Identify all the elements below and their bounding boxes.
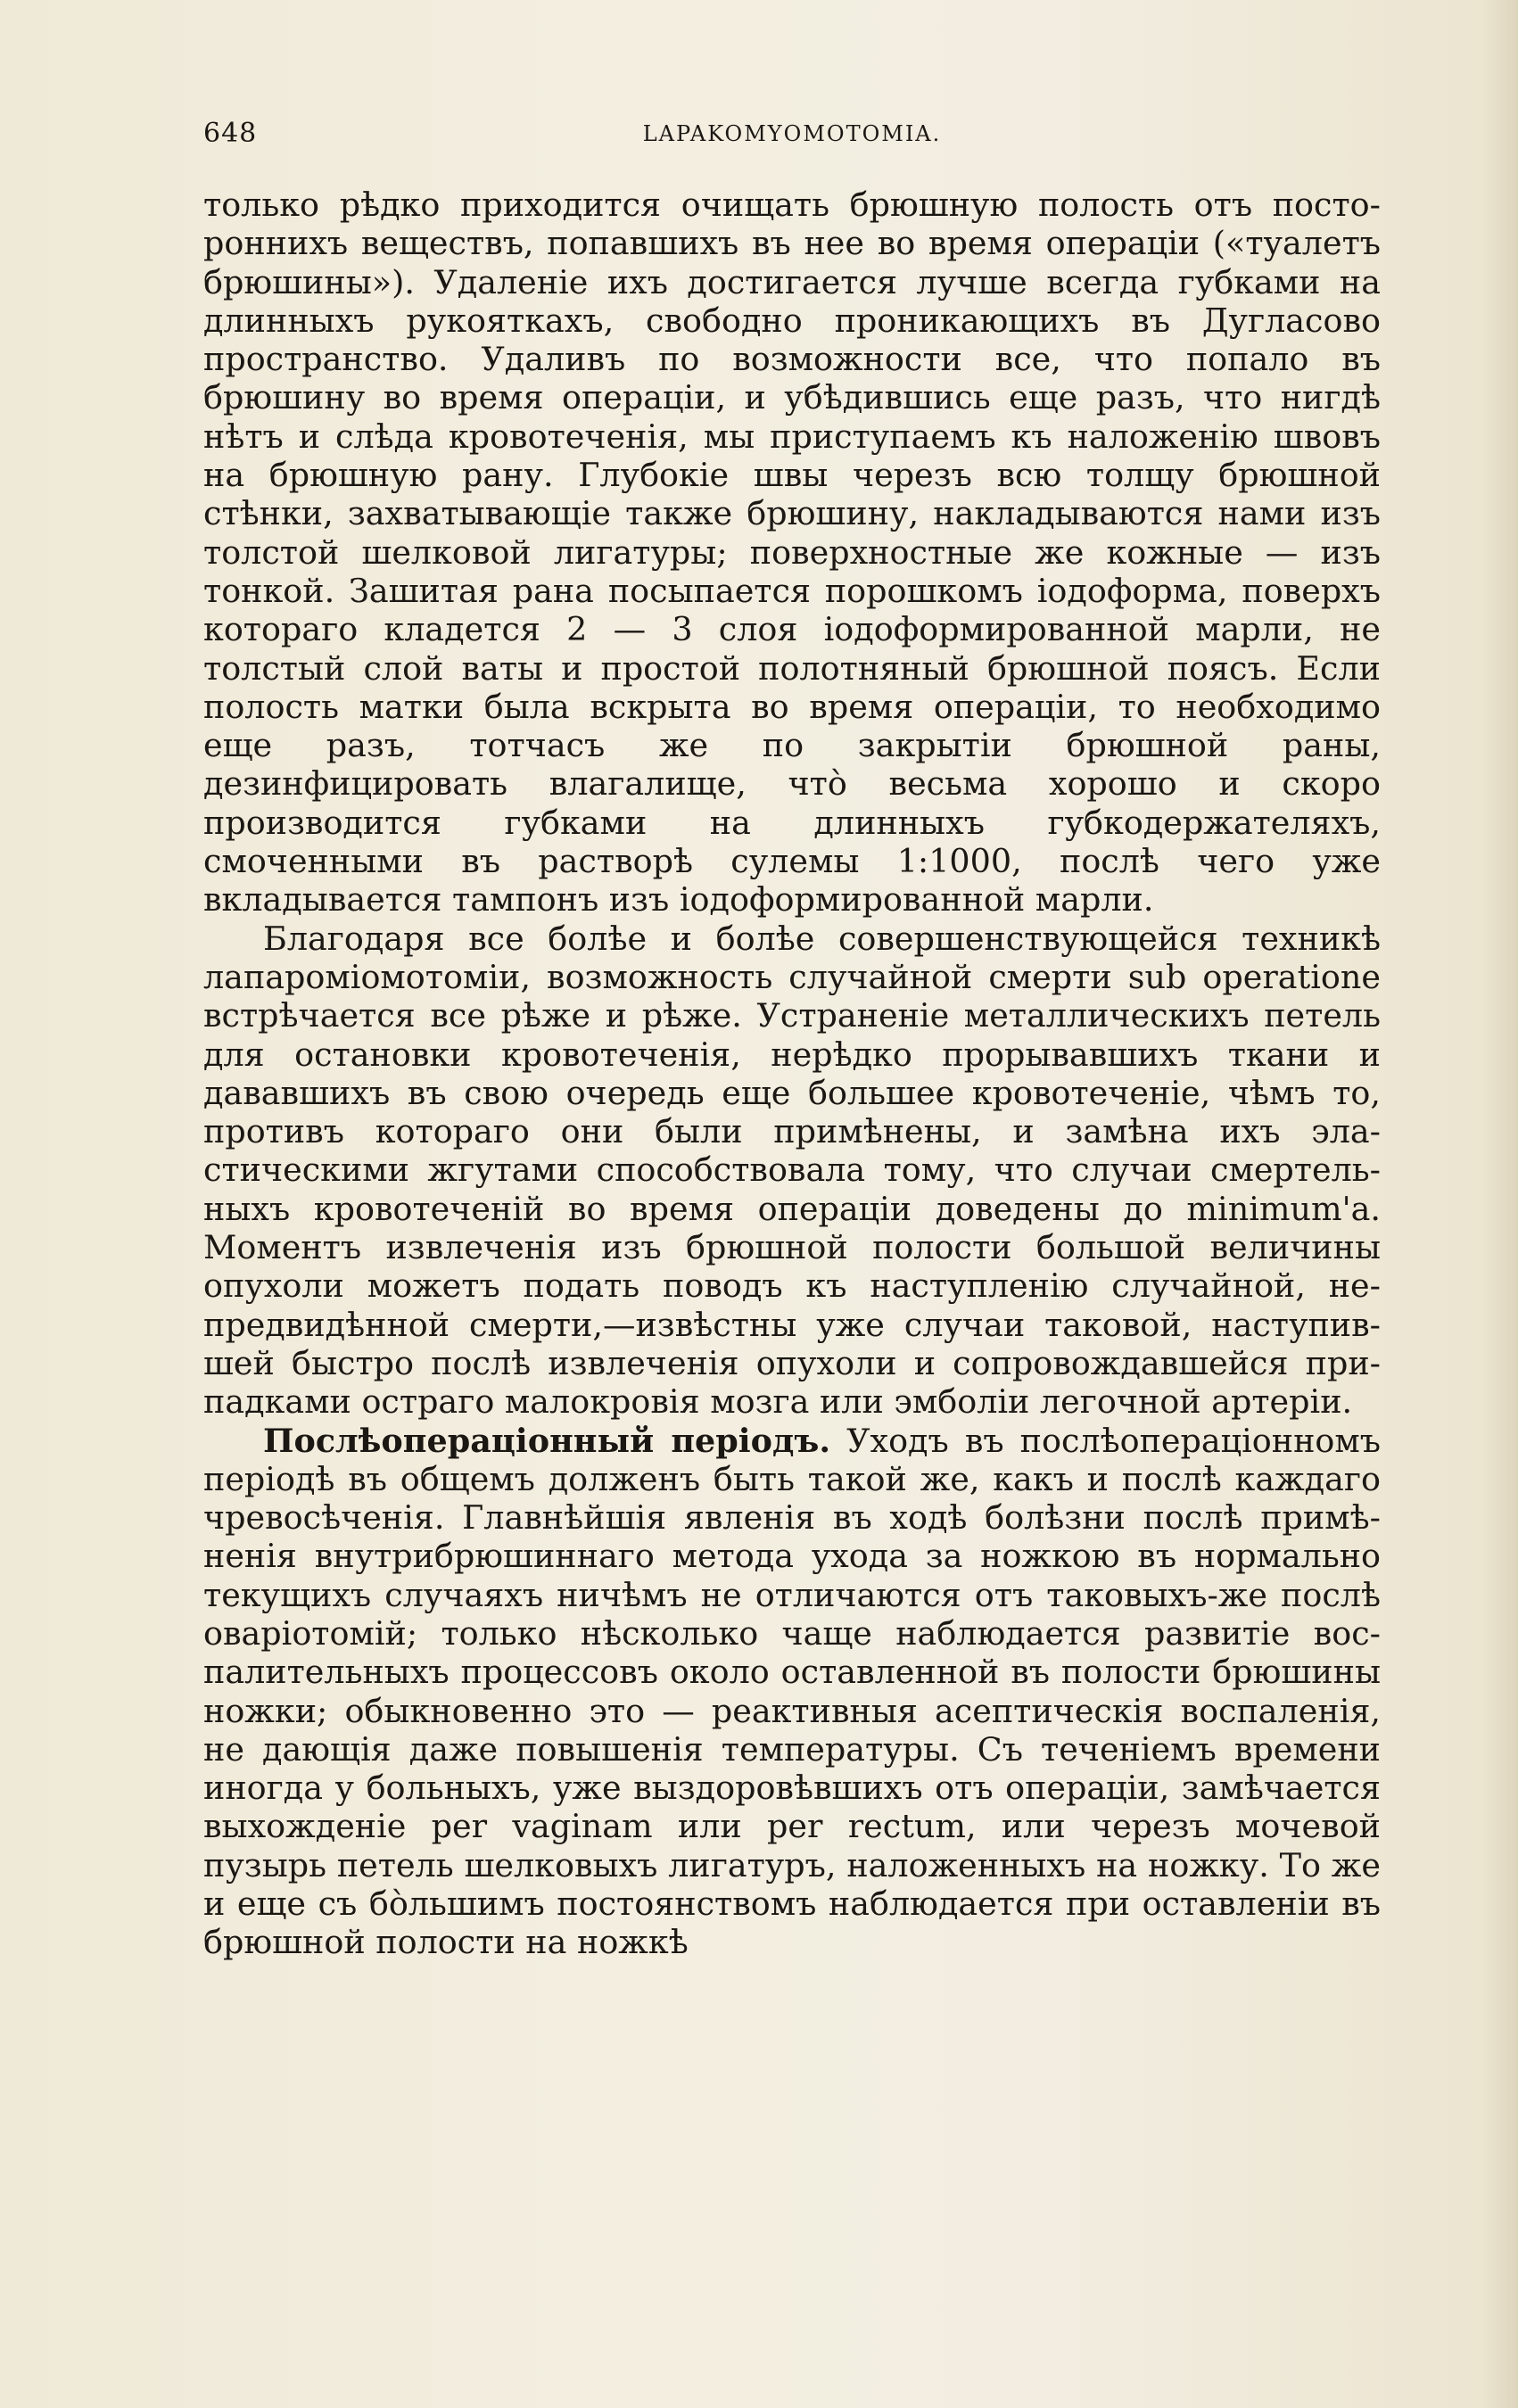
page-header — [203, 111, 1381, 156]
paragraph-1 — [203, 186, 1381, 919]
section-heading: Послѣопераціонный періодъ. — [263, 1421, 831, 1460]
page-number: 648 — [203, 118, 258, 149]
paragraph-2-text: Благодаря все болѣе и болѣе совершенствующейся техникѣ лапароміомотоміи, возможность случайной смерти sub operatione встрѣчается все рѣже и рѣже. Устраненіе металлическихъ петель для остановки кровотеченія, нерѣдко прорывавшихъ ткани и дававшихъ въ свою очередь еще большее кровотеченіе, чѣмъ то, противъ котораго они были примѣнены, и замѣна ихъ эластическими жгутами способствовала тому, что случаи смертельныхъ кровотеченій во время операціи доведены до minimum'a. Моментъ извлеченія изъ брюшной полости большой величины опухоли можетъ подать поводъ къ наступленію случайной, непредвидѣнной смерти,—извѣстны уже случаи таковой, наступившей быстро послѣ извлеченія опухоли и сопровождавшейся припадками остраго малокровія мозга или эмболіи легочной артеріи. — [203, 919, 1381, 1422]
page-edge-shadow — [1482, 0, 1518, 2408]
running-head: LAPAKOMYOMOTOMIA. — [642, 121, 942, 146]
paragraph-3 — [203, 1422, 1381, 1962]
body-text — [203, 186, 1381, 1962]
paragraph-1-text: только рѣдко приходится очищать брюшную полость отъ постороннихъ веществъ, попавшихъ въ нее во время операціи («туалетъ брюшины»). Удаленіе ихъ достигается лучше всегда губками на длинныхъ рукояткахъ, свободно проникающихъ въ Дугласово пространство. Удаливъ по возможности все, что попало въ брюшину во время операціи, и убѣдившись еще разъ, что нигдѣ нѣтъ и слѣда кровотеченія, мы приступаемъ къ наложенію швовъ на брюшную рану. Глубокіе швы черезъ всю толщу брюшной стѣнки, захватывающіе также брюшину, накладываются нами изъ толстой шелковой лигатуры; поверхностные же кожные — изъ тонкой. Зашитая рана посыпается порошкомъ іодоформа, поверхъ котораго кладется 2 — 3 слоя іодоформированной марли, не толстый слой ваты и простой полотняный брюшной поясъ. Если полость матки была вскрыта во время операціи, то необходимо еще разъ, тотчасъ же по закрытіи брюшной раны, дезинфицировать влагалище, что̀ весьма хорошо и скоро производится губками на длинныхъ губкодержателяхъ, смоченными въ растворѣ сулемы 1:1000, послѣ чего уже вкладывается тампонъ изъ іодоформированной марли. — [203, 186, 1381, 919]
paragraph-2 — [203, 919, 1381, 1422]
paragraph-3-text: Уходъ въ послѣопераціонномъ періодѣ въ общемъ долженъ быть такой же, какъ и послѣ каждаго чревосѣченія. Главнѣйшія явленія въ ходѣ болѣзни послѣ примѣненія внутрибрюшиннаго метода ухода за ножкою въ нормально текущихъ случаяхъ ничѣмъ не отличаются отъ таковыхъ-же послѣ оваріотомій; только нѣсколько чаще наблюдается развитіе воспалительныхъ процессовъ около оставленной въ полости брюшины ножки; обыкновенно это — реактивныя асептическія воспаленія, не дающія даже повышенія температуры. Съ теченіемъ времени иногда у больныхъ, уже выздоровѣвшихъ отъ операціи, замѣчается выхожденіе per vaginam или per rectum, или черезъ мочевой пузырь петель шелковыхъ лигатуръ, наложенныхъ на ножку. То же и еще съ бо̀льшимъ постоянствомъ наблюдается при оставленіи въ брюшной полости на ножкѣ — [203, 1421, 1381, 1962]
